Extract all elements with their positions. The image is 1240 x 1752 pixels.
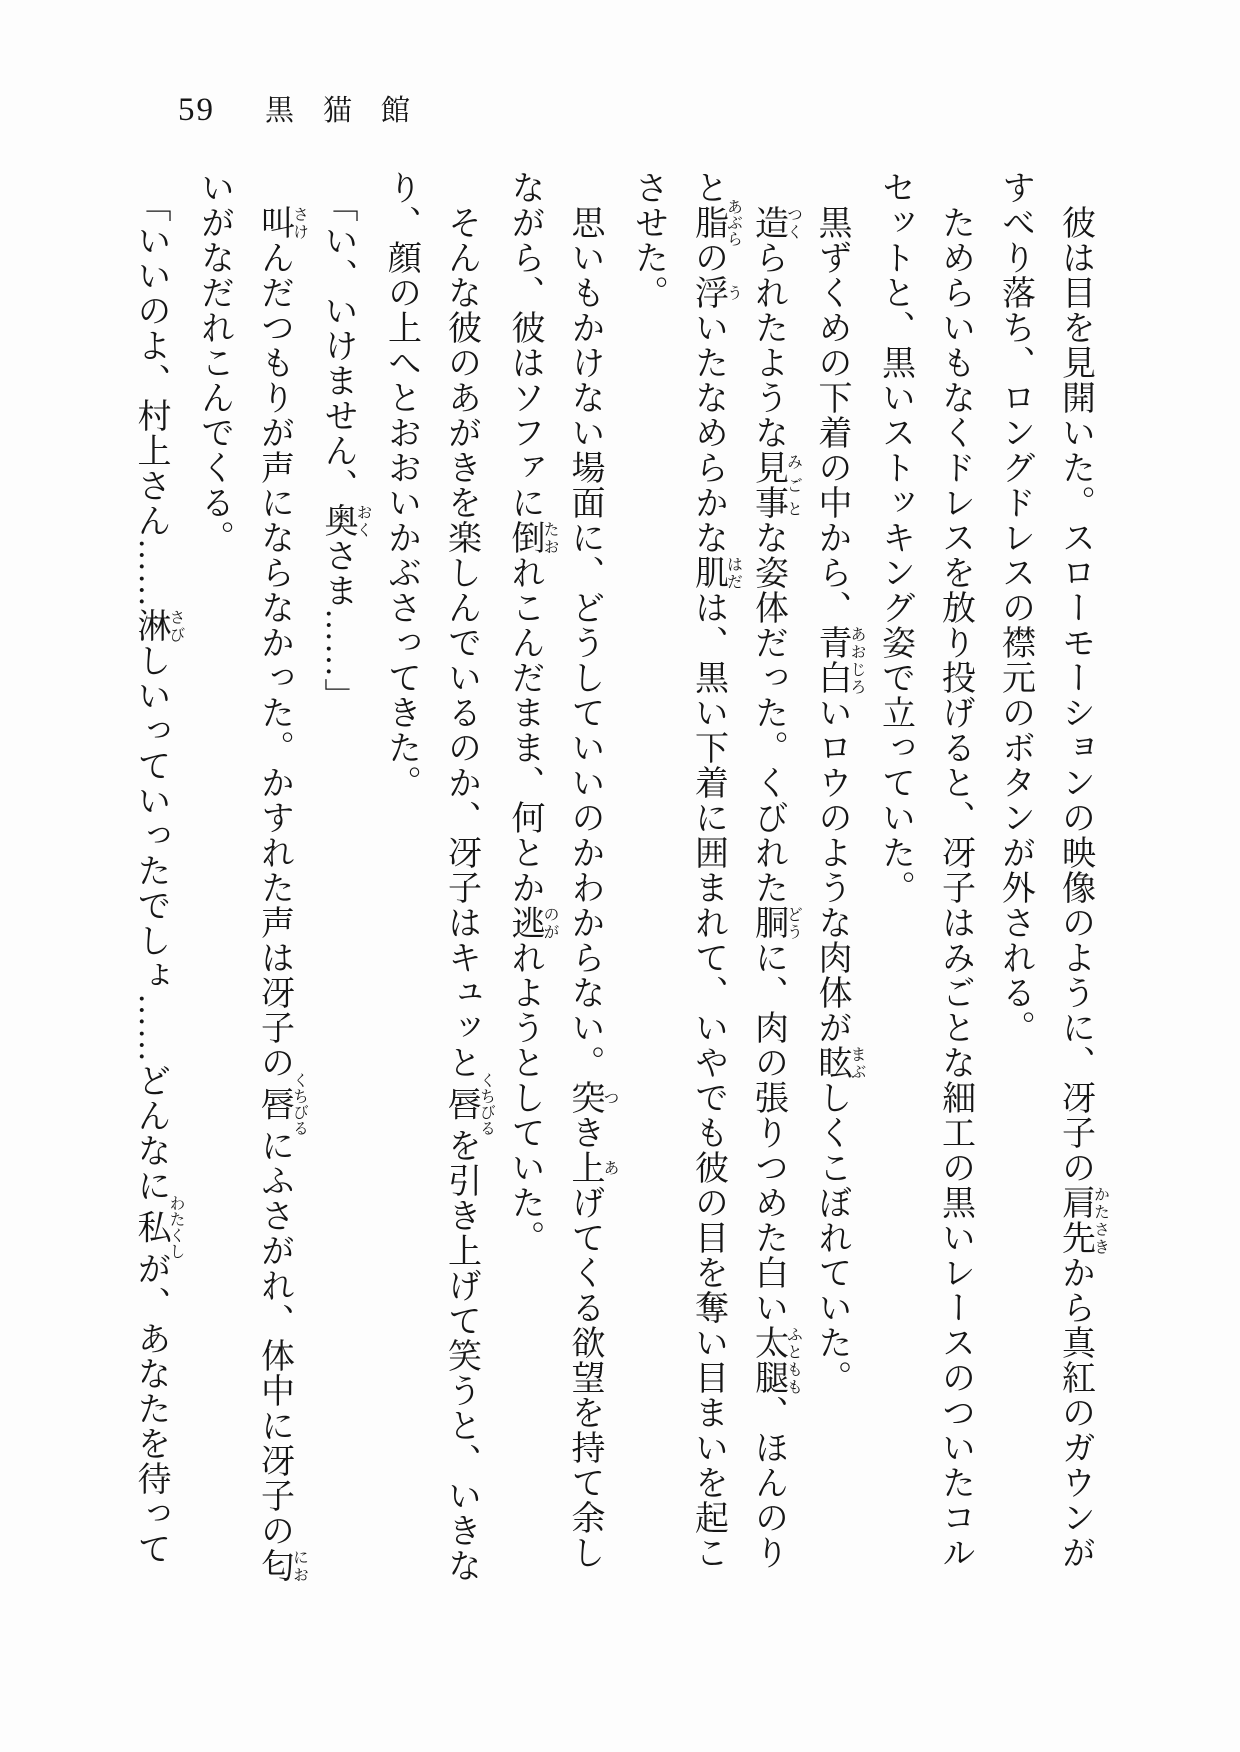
page-number: 59 <box>178 92 215 128</box>
ruby-segment: 青白あおじろ <box>813 625 865 695</box>
ruby-segment: 浮う <box>689 275 742 310</box>
text-segment: すべり落ち、ロングドレスの襟元のボタンが外される。 <box>996 170 1034 1045</box>
ruby-segment: 私わたくし <box>132 1195 184 1259</box>
text-segment: に、肉の張りつめた白い <box>749 940 787 1325</box>
furigana: つ <box>601 1080 618 1115</box>
text-segment: 彼は目を見開いた。スローモーションの映像のように、冴子の <box>1056 170 1094 1185</box>
furigana: おく <box>354 503 371 538</box>
text-segment: ながら、彼はソファに <box>506 170 543 520</box>
ruby-segment: 眩まぶ <box>813 1045 865 1080</box>
text-segment: いロウのような肉体が <box>813 695 850 1045</box>
text-segment: き <box>566 1115 603 1150</box>
furigana: あぶら <box>724 198 742 247</box>
paragraph-p4 <box>618 170 802 1630</box>
text-segment: から真紅のガウンが <box>1056 1255 1094 1570</box>
text-segment: そんな彼のあがきを楽しんでいるのか、冴子はキュッと <box>442 170 480 1080</box>
text-segment: させた。 <box>629 170 667 310</box>
text-segment: 「い、いけません、 <box>319 170 356 503</box>
text-segment: んだつもりが声にならなかった。かすれた声は冴子の <box>255 240 293 1080</box>
furigana: つく <box>784 205 802 240</box>
text-segment: り、顔の上へとおおいかぶさってきた。 <box>382 170 420 800</box>
furigana: ふともも <box>784 1325 802 1395</box>
text-segment: られたような <box>749 240 787 450</box>
ruby-segment: 淋さび <box>132 608 184 643</box>
text-segment: は、黒い下着に囲まれて、いやでも彼の目を奪い目まいを起こ <box>689 590 727 1570</box>
running-head <box>178 88 439 129</box>
furigana: かたさき <box>1091 1185 1109 1255</box>
book-title: 黒猫館 <box>265 95 440 127</box>
furigana: くちびる <box>477 1072 495 1136</box>
body-text <box>108 170 1108 1630</box>
ruby-segment: 見事みごと <box>749 450 802 520</box>
text-segment: さま……」 <box>319 538 356 713</box>
ruby-segment: 肌はだ <box>689 555 742 590</box>
furigana: くちびる <box>290 1072 308 1136</box>
paragraph-p5 <box>494 170 618 1630</box>
text-segment: げてくる欲望を持て余し <box>566 1185 603 1570</box>
furigana: まぶ <box>848 1045 865 1080</box>
text-segment <box>750 170 787 205</box>
ruby-segment: 叫さけ <box>255 205 308 240</box>
ruby-segment: 太腿ふともも <box>749 1325 802 1395</box>
paragraph-p6 <box>371 170 495 1630</box>
text-segment: の <box>689 240 727 275</box>
text-segment: しいっていったでしょ……どんなに <box>132 643 169 1203</box>
text-segment: 「いいのよ、村上さん…… <box>132 170 169 608</box>
text-segment: にふさがれ、体中に冴子の <box>255 1128 293 1548</box>
paragraph-p8 <box>184 170 308 1630</box>
text-segment: 、ほんのり <box>749 1395 787 1570</box>
text-segment <box>256 170 293 205</box>
furigana: さけ <box>290 205 308 240</box>
text-segment: を引き上げて笑うと、いきな <box>442 1128 480 1583</box>
ruby-segment: 造つく <box>749 205 802 240</box>
paragraph-p7 <box>307 170 371 1630</box>
furigana: わたくし <box>167 1195 184 1259</box>
ruby-segment: 唇くちびる <box>255 1072 308 1136</box>
ruby-segment: 逃のが <box>506 905 558 940</box>
furigana: あおじろ <box>848 625 865 695</box>
furigana: さび <box>167 608 184 643</box>
ruby-segment: 胴どう <box>749 905 802 940</box>
paragraph-p1 <box>985 170 1109 1630</box>
text-segment: いがなだれこんでくる。 <box>195 170 233 555</box>
text-segment: しくこぼれていた。 <box>813 1080 850 1395</box>
ruby-segment: 上あ <box>566 1150 618 1185</box>
ruby-segment: 肩先かたさき <box>1056 1185 1109 1255</box>
ruby-segment: 倒たお <box>506 520 558 555</box>
furigana: にお <box>290 1548 308 1583</box>
ruby-segment: 唇くちびる <box>442 1072 495 1136</box>
furigana: はだ <box>724 555 742 590</box>
furigana: どう <box>784 905 802 940</box>
paragraph-p3 <box>801 170 865 1630</box>
text-segment: れこんだまま、何とか <box>506 555 543 905</box>
text-segment: 黒ずくめの下着の中から、 <box>813 170 850 625</box>
text-segment: いたなめらかな <box>689 310 727 555</box>
ruby-segment: 奥おく <box>319 503 371 538</box>
ruby-segment: 匂にお <box>255 1548 308 1583</box>
text-segment: と <box>689 170 727 205</box>
text-segment: セットと、黒いストッキング姿で立っていた。 <box>876 170 914 905</box>
ruby-segment: 突つ <box>566 1080 618 1115</box>
paragraph-p9 <box>120 170 184 1630</box>
text-segment: が、あなたを待って <box>132 1251 169 1566</box>
furigana: う <box>724 275 742 310</box>
ruby-segment: 脂あぶら <box>689 198 742 247</box>
furigana: あ <box>601 1150 618 1185</box>
text-segment: れようとしていた。 <box>506 940 543 1255</box>
furigana: みごと <box>784 450 802 520</box>
text-segment: 思いもかけない場面に、どうしていいのかわからない。 <box>566 170 603 1080</box>
furigana: たお <box>541 520 558 555</box>
furigana: のが <box>541 905 558 940</box>
text-segment: な姿体だった。くびれた <box>749 520 787 905</box>
text-segment: ためらいもなくドレスを放り投げると、冴子はみごとな細工の黒いレースのついたコル <box>936 170 974 1570</box>
paragraph-p2 <box>865 170 985 1630</box>
